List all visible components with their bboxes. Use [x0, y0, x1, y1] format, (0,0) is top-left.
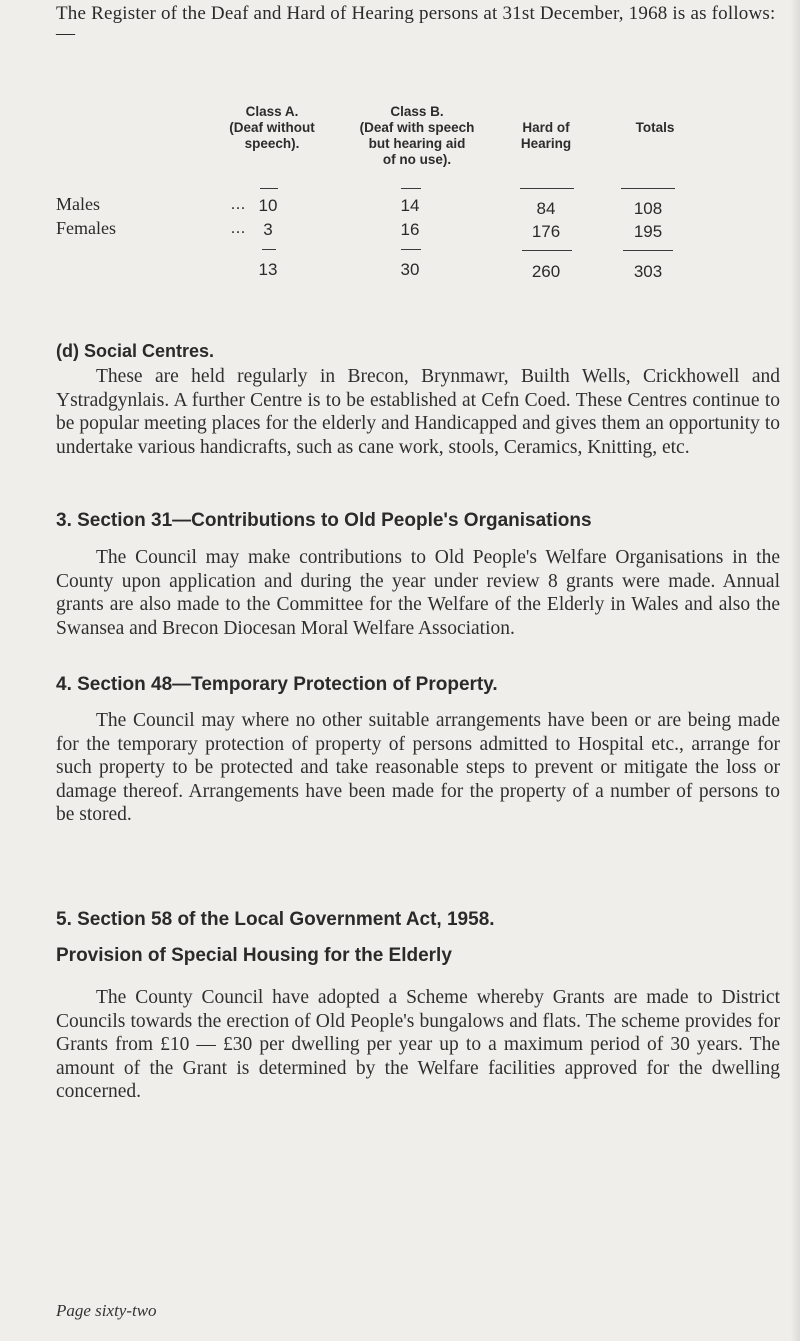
section-5-paragraph	[56, 986, 780, 1104]
total-class-a: 13	[258, 260, 278, 279]
total-class-b: 30	[400, 260, 420, 279]
section-5-text: The County Council have adopted a Scheme whereby Grants are made to District Councils towards the erection of Old People's bungalows and flats. The scheme provides for Grants from £10 — £30 per dwelling per year up to a maximum period of 30 years. The amount of the Grant is determined by the Welfare facilities approved for the dwelling concerned.	[56, 987, 780, 1102]
intro-text: The Register of the Deaf and Hard of Hearing persons at 31st December, 1968 is as follows:—	[56, 3, 776, 44]
class-b-header-rule	[401, 188, 421, 189]
section-3-paragraph	[56, 546, 780, 640]
totals-total-rule	[623, 250, 673, 251]
class-b-desc-line-1: (Deaf with speech	[359, 120, 475, 135]
males-hard: 84	[536, 199, 556, 218]
section-4-heading: 4. Section 48—Temporary Protection of Property.	[56, 674, 498, 695]
totals-header: Totals	[635, 120, 675, 135]
page-edge-shadow	[790, 0, 800, 1341]
class-b-title: Class B.	[390, 104, 444, 119]
males-class-b: 14	[400, 196, 420, 215]
social-centres-heading: (d) Social Centres.	[56, 341, 215, 361]
section-3-heading: 3. Section 31—Contributions to Old People's Organisations	[56, 510, 592, 531]
hard-total-rule	[522, 250, 572, 251]
section-5-heading: 5. Section 58 of the Local Government Act, 1958.	[56, 909, 495, 930]
totals-header-rule	[621, 188, 675, 189]
class-a-header	[212, 104, 332, 152]
section-4-text: The Council may where no other suitable arrangements have been or are being made for the temporary protection of property of persons admitted to Hospital etc., arrange for such property to be protected and take reasonable steps to prevent or mitigate the loss or damage thereof. Arrangements have been made for the property of a number of persons to be stored.	[56, 710, 780, 825]
row-dots-males: ...	[231, 196, 246, 213]
social-centres-text: These are held regularly in Brecon, Brynmawr, Builth Wells, Crickhowell and Ystradgynlais. A further Centre is to be established at Cefn Coed. These Centres continue to be popular meeting places for the elderly and Handicapped and gives them an opportunity to undertake various handicrafts, such as cane work, stools, Ceramics, Knitting, etc.	[56, 366, 780, 458]
class-b-desc-line-3: of no use).	[382, 152, 452, 167]
row-label-females: Females	[56, 218, 116, 238]
page-number-footer: Page sixty-two	[56, 1301, 157, 1320]
males-total: 108	[633, 199, 663, 218]
section-3-text: The Council may make contributions to Old People's Welfare Organisations in the County upon application and during the year under review 8 grants were made. Annual grants are also made to the Committee for the Welfare of the Elderly in Wales and also the Swansea and Brecon Diocesan Moral Welfare Association.	[56, 547, 780, 639]
row-label-males: Males	[56, 194, 100, 214]
class-a-header-rule	[260, 188, 278, 189]
hard-of-hearing-header	[496, 120, 596, 152]
class-a-title: Class A.	[245, 104, 299, 119]
hard-of-hearing-line-1: Hard of	[522, 120, 570, 135]
class-a-desc-line-1: (Deaf without	[229, 120, 315, 135]
class-a-desc-line-2: speech).	[244, 136, 300, 151]
class-b-desc-line-2: but hearing aid	[368, 136, 466, 151]
class-b-total-rule	[401, 249, 421, 250]
hard-of-hearing-line-2: Hearing	[520, 136, 572, 151]
section-5-subheading: Provision of Special Housing for the Elderly	[56, 945, 452, 966]
females-class-b: 16	[400, 220, 420, 239]
class-b-header	[342, 104, 492, 168]
females-hard: 176	[531, 222, 561, 241]
total-hard: 260	[531, 262, 561, 281]
females-class-a: 3	[263, 220, 273, 239]
row-dots-females: ...	[231, 220, 246, 237]
section-4-paragraph	[56, 709, 780, 827]
males-class-a: 10	[258, 196, 278, 215]
total-all: 303	[633, 262, 663, 281]
females-total: 195	[633, 222, 663, 241]
class-a-total-rule	[262, 249, 276, 250]
social-centres-paragraph	[56, 365, 780, 459]
hard-header-rule	[520, 188, 574, 189]
